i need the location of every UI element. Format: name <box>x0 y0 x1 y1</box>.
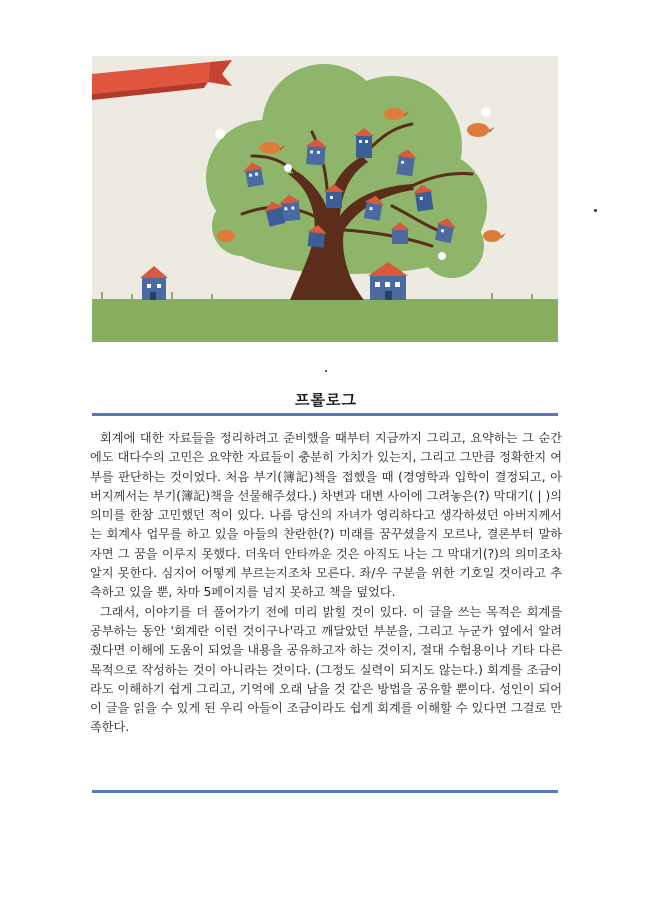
paragraph: 회계에 대한 자료들을 정리하려고 준비했을 때부터 지금까지 그리고, 요약하는 그 순간에도 대다수의 고민은 요약한 자료들이 충분히 가치가 있는지, 그리고 그만큼 정확한지 여부를 판단하는 것이었다. 처음 부기(簿記)책을 접했을 때 (경영학과 입학이 결정되고, 아버지께서는 부기(簿記)책을 선물해주셨다.) 차변과 대변 사이에 그려놓은(?) 막대기( | )의 의미를 한참 고민했던 적이 있다. 나름 당신의 자녀가 영리하다고 생각하셨던 아버지께서는 회계사 업무를 하고 있을 아들의 찬란한(?) 미래를 꿈꾸셨을지 모르나, 결론부터 말하자면 그 꿈을 이루지 못했다. 더욱더 안타까운 것은 아직도 나는 그 막대기(?)의 의미조차 알지 못한다. 심지어 어떻게 부르는지조차 모른다. 좌/우 구분을 위한 기호일 것이라고 추측하고 있을 뿐, 차마 5페이지를 넘지 못하고 책을 덮었다. <box>90 431 562 600</box>
house-tree-icon <box>92 56 558 342</box>
page-title: 프롤로그 <box>295 391 357 409</box>
paragraph: 그래서, 이야기를 더 풀어가기 전에 미리 밝힐 것이 있다. 이 글을 쓰는 목적은 회계를 공부하는 동안 '회계란 이런 것이구나'라고 깨달았던 부분을, 그리고 누군가 옆에서 알려줬다면 이해에 도움이 되었을 내용을 공유하고자 하는 것이지, 절대 수험용이나 기타 다른 목적으로 작성하는 것이 아니라는 것이다. (그정도 실력이 되지도 않는다.) 회계를 조금이라도 이해하기 쉽게 그리고, 기억에 오래 남을 것 같은 방법을 공유할 뿐이다. 성인이 되어 이 글을 읽을 수 있게 된 우리 아들이 조금이라도 쉽게 회계를 이해할 수 있다면 그걸로 만족한다. <box>90 604 562 735</box>
grass-icon <box>92 299 558 342</box>
prologue-body <box>90 429 562 738</box>
stray-mark <box>594 209 597 212</box>
bottom-divider <box>92 790 558 793</box>
stray-mark <box>325 370 327 372</box>
top-divider <box>92 413 558 416</box>
tree-illustration <box>92 56 558 342</box>
